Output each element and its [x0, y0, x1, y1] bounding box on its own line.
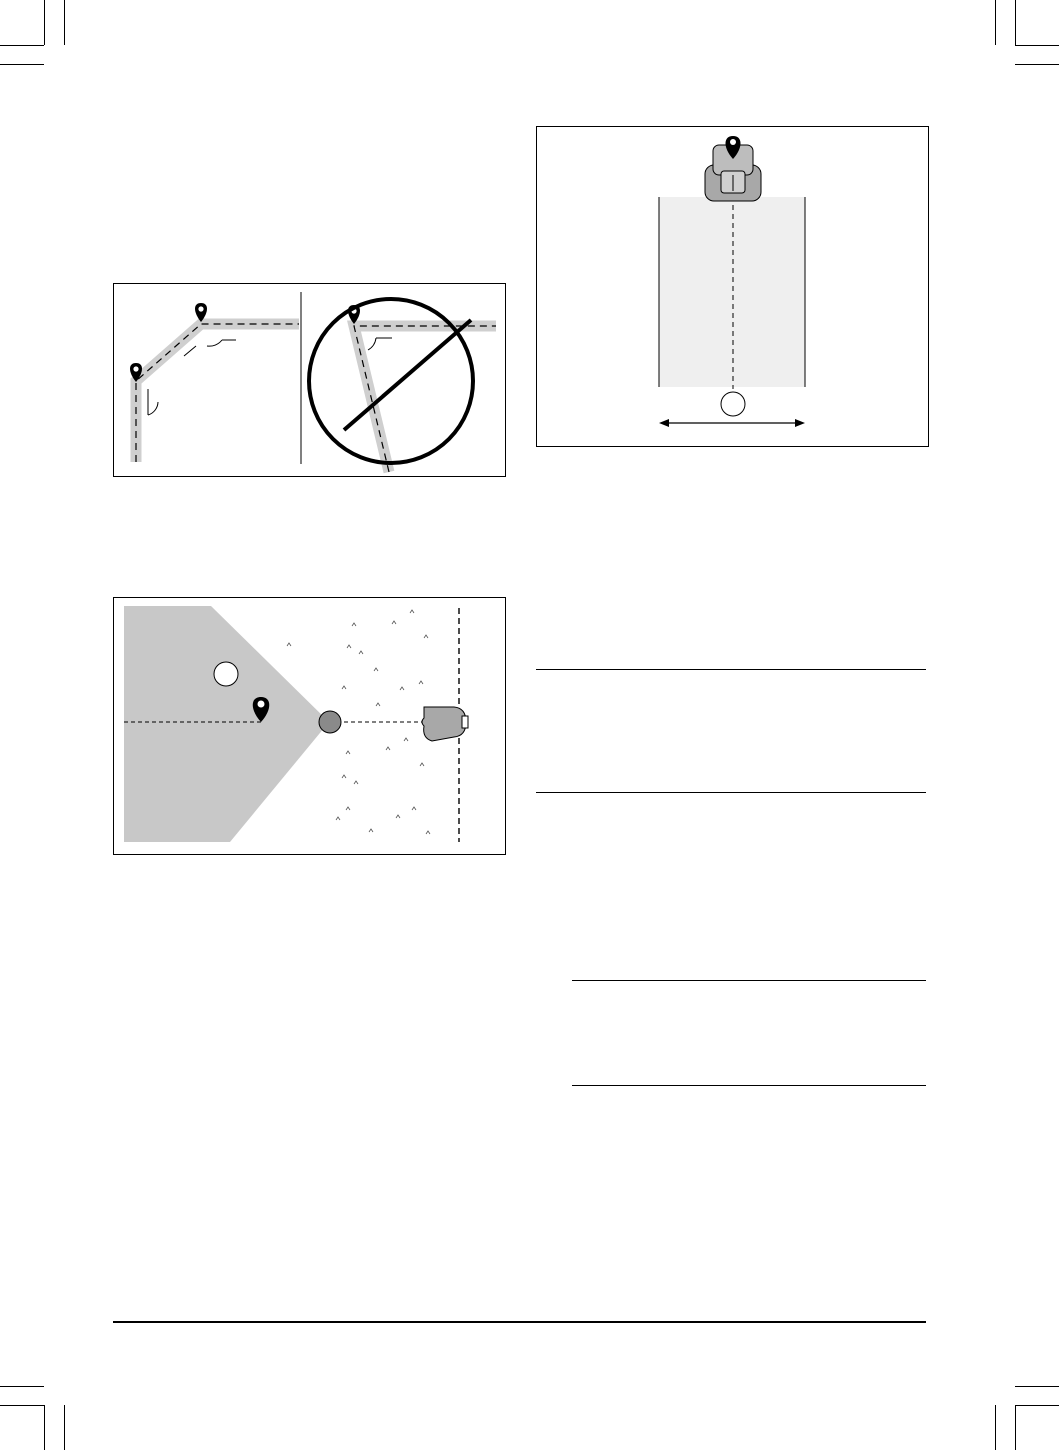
crop-mark: [0, 45, 44, 46]
incorrect-panel: [309, 299, 496, 472]
crop-mark: [0, 1405, 44, 1406]
double-arrow-icon: [659, 419, 805, 427]
crop-mark: [1015, 1405, 1059, 1406]
crop-mark: [44, 0, 45, 45]
crop-mark: [1015, 1386, 1059, 1387]
start-point: [319, 711, 341, 733]
crop-mark: [0, 64, 44, 65]
table-rule: [536, 669, 926, 670]
passage-area: [659, 197, 805, 387]
crop-mark: [1015, 64, 1059, 65]
table-rule: [572, 980, 926, 981]
crop-mark: [64, 0, 65, 45]
crop-mark: [995, 1405, 996, 1450]
crop-mark: [64, 1405, 65, 1450]
footer-rule: [113, 1321, 926, 1323]
mowed-area: [124, 606, 329, 842]
callout-circle: [721, 392, 745, 416]
corner-waypoints-figure: [113, 283, 506, 477]
charging-station-icon: [422, 707, 468, 741]
callout-circle: [214, 662, 238, 686]
table-rule: [536, 792, 926, 793]
table-rule: [572, 1085, 926, 1086]
crop-mark: [1015, 45, 1059, 46]
crop-mark: [995, 0, 996, 45]
crop-mark: [1015, 0, 1016, 45]
charging-station-path-figure: [113, 597, 506, 855]
crop-mark: [0, 1386, 44, 1387]
crop-mark: [1015, 1405, 1016, 1450]
passage-width-figure: [536, 126, 929, 447]
crop-mark: [44, 1405, 45, 1450]
correct-panel: [130, 303, 299, 462]
